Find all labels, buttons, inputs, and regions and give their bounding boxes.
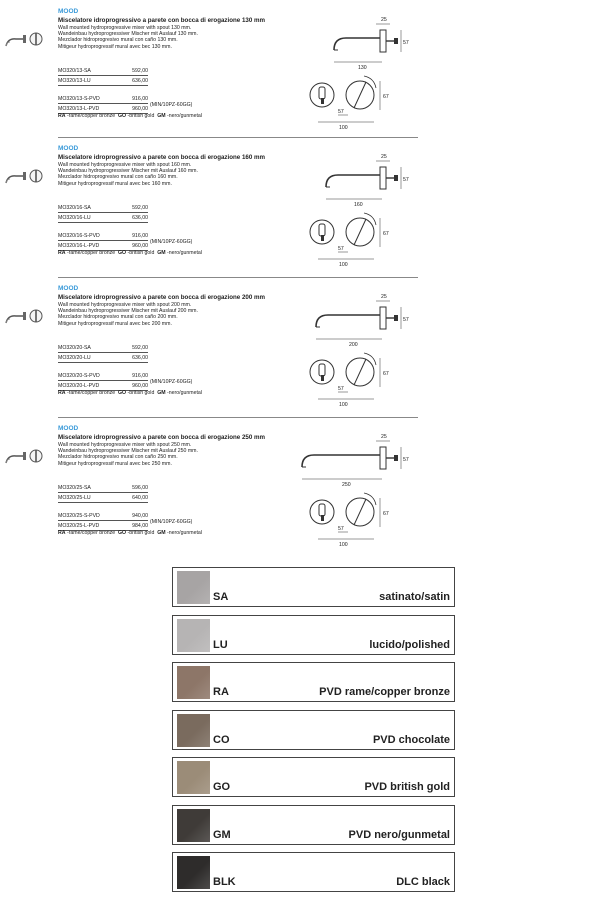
product-price: 916,00 [132,95,148,102]
finish-swatch-code: GO [213,781,231,793]
product-section [0,285,600,415]
side-view-diagram [310,287,410,347]
product-code-row [58,371,148,381]
front-view-diagram [300,207,400,267]
product-thumbnail [4,30,50,56]
finish-color-chip [177,856,210,889]
product-price: 916,00 [132,232,148,239]
dimension-side: 57 [403,177,409,183]
product-section [0,145,600,275]
finish-color-chip [177,666,210,699]
product-codes-table [58,203,148,251]
product-price: 592,00 [132,344,148,351]
finish-swatch-name: DLC black [396,876,450,888]
description-line: Mitigeur hydroprogressif mural avec bec 200 mm. [58,320,172,327]
product-code-row [58,213,148,223]
dimension-plate-width: 100 [339,262,348,267]
product-code-row [58,343,148,353]
description-line: Wandeinbau hydroprogressiver Mischer mit Auslauf 130 mm. [58,31,198,38]
dimension-small: 57 [338,526,344,532]
product-thumbnail [4,447,50,473]
dimension-plate-height: 67 [383,371,389,377]
description-line: Mezclador hidroprogresivo mural con caño 250 mm. [58,454,178,461]
product-code-row [58,231,148,241]
dimension-spout: 130 [358,65,367,70]
finish-swatch-code: BLK [213,876,236,888]
finish-label: british gold [129,250,155,256]
finish-color-chip [177,714,210,747]
product-price: 940,00 [132,512,148,519]
product-code: MO320/13-S-PVD [58,95,100,102]
minimum-order-note: (MIN/10PZ-60GG) [150,239,193,245]
dimension-small: 57 [338,246,344,252]
finish-swatch-name: PVD nero/gunmetal [348,828,450,841]
finish-label: rame/copper bronze [68,113,116,119]
product-code-row [58,94,148,104]
product-thumbnail [4,167,50,193]
description-line: Mezclador hidroprogresivo mural con caño 130 mm. [58,37,178,44]
finish-code: GO [118,250,127,256]
side-view-diagram [296,427,410,487]
description-line: Mitigeur hydroprogressif mural avec bec 130 mm. [58,43,172,50]
product-price: 916,00 [132,372,148,379]
product-price: 592,00 [132,204,148,211]
finish-color-chip [177,761,210,794]
description-line: Wandeinbau hydroprogressiver Mischer mit Auslauf 160 mm. [58,168,198,175]
finish-swatch-name: PVD chocolate [372,733,450,746]
product-description [58,25,198,50]
finish-swatch-code: LU [213,638,228,651]
dimension-top: 25 [381,17,387,23]
product-code: MO320/13-L-PVD [58,105,100,112]
front-view-diagram [300,347,400,407]
minimum-order-note: (MIN/10PZ-60GG) [150,102,193,108]
finish-color-chip [177,619,210,652]
finish-swatch-card [172,615,455,655]
product-title: Miscelatore idroprogressivo a parete con bocca di erogazione 250 mm [58,434,266,441]
finish-label: nero/gunmetal [168,530,202,536]
dimension-plate-height: 67 [383,511,389,517]
finishes-legend: RA -rame/copper bronze GO -british gold GM -nero/gunmetal [58,530,202,536]
minimum-order-note: (MIN/10PZ-60GG) [150,379,193,385]
product-price: 596,00 [132,484,148,491]
product-code: MO320/25-SA [58,484,91,491]
product-price: 636,00 [132,354,148,361]
finishes-legend: RA -rame/copper bronze GO -british gold GM -nero/gunmetal [58,113,202,119]
finish-code: RA [58,250,66,256]
product-code-row [58,483,148,493]
dimension-spout: 250 [342,482,351,487]
brand-label: MOOD [58,8,79,15]
description-line: Mitigeur hydroprogressif mural avec bec 250 mm. [58,460,172,467]
dimension-side: 57 [403,317,409,323]
finish-swatch-code: GM [213,828,231,841]
product-section [0,8,600,138]
brand-label: MOOD [58,145,79,152]
description-line: Wall mounted hydroprogressive mixer with spout 160 mm. [58,162,192,168]
description-line: Mezclador hidroprogresivo mural con caño 200 mm. [58,314,178,321]
dimension-plate-width: 100 [339,125,348,130]
product-code: MO320/16-SA [58,204,91,211]
product-code: MO320/25-LU [58,494,91,501]
product-code: MO320/25-L-PVD [58,522,100,529]
finish-label: british gold [129,113,155,119]
product-codes-table [58,343,148,391]
dimension-spout: 200 [349,342,358,347]
product-code-row [58,203,148,213]
dimension-top: 25 [381,294,387,300]
finish-code: RA [58,390,66,396]
finish-swatch-card [172,567,455,607]
product-price: 960,00 [132,105,148,112]
product-code: MO320/20-SA [58,344,91,351]
dimension-side: 57 [403,457,409,463]
dimension-small: 57 [338,109,344,115]
product-codes-table [58,66,148,114]
product-code-row [58,493,148,503]
product-description [58,302,198,327]
section-divider [58,277,418,278]
product-code-row [58,76,148,86]
finish-swatch-name: PVD rame/copper bronze [319,686,450,698]
finish-label: rame/copper bronze [68,390,116,396]
finish-label: nero/gunmetal [168,113,202,119]
finish-swatch-code: RA [213,686,229,698]
brand-label: MOOD [58,285,79,292]
finish-swatch-card [172,710,455,750]
dimension-small: 57 [338,386,344,392]
dimension-plate-height: 67 [383,94,389,100]
product-description [58,162,198,187]
finish-code: GO [118,390,127,396]
product-title: Miscelatore idroprogressivo a parete con bocca di erogazione 200 mm [58,294,266,301]
finish-label: rame/copper bronze [68,530,116,536]
finish-swatch-card [172,852,455,892]
finish-code: RA [58,113,66,119]
product-title: Miscelatore idroprogressivo a parete con bocca di erogazione 160 mm [58,154,266,161]
finish-code: GO [118,530,127,536]
finish-color-chip [177,809,210,842]
dimension-plate-width: 100 [339,402,348,407]
finish-label: rame/copper bronze [68,250,116,256]
dimension-plate-height: 67 [383,231,389,237]
finishes-legend: RA -rame/copper bronze GO -british gold GM -nero/gunmetal [58,390,202,396]
product-code: MO320/16-L-PVD [58,242,100,249]
product-code: MO320/13-LU [58,77,91,84]
product-codes-table [58,483,148,531]
dimension-top: 25 [381,154,387,160]
section-divider [58,137,418,138]
product-code-row [58,511,148,521]
finish-code: RA [58,530,66,536]
dimension-top: 25 [381,434,387,440]
finish-swatch-card [172,662,455,702]
product-price: 640,00 [132,494,148,501]
finish-swatch-card [172,757,455,797]
product-code: MO320/13-SA [58,67,91,74]
finishes-legend: RA -rame/copper bronze GO -british gold GM -nero/gunmetal [58,250,202,256]
finish-code: GO [118,113,127,119]
product-section [0,425,600,555]
finish-code: GM [157,530,166,536]
finish-code: GM [157,390,166,396]
front-view-diagram [300,487,400,547]
description-line: Wall mounted hydroprogressive mixer with spout 250 mm. [58,442,192,448]
brand-label: MOOD [58,425,79,432]
product-code: MO320/25-S-PVD [58,512,100,519]
product-code: MO320/16-S-PVD [58,232,100,239]
finish-swatch-name: lucido/polished [369,638,450,651]
finish-swatch-name: satinato/satin [379,591,450,603]
side-view-diagram [320,147,410,207]
dimension-spout: 160 [354,202,363,207]
description-line: Wall mounted hydroprogressive mixer with spout 130 mm. [58,25,192,31]
product-price: 984,00 [132,522,148,529]
product-title: Miscelatore idroprogressivo a parete con bocca di erogazione 130 mm [58,17,266,24]
description-line: Mitigeur hydroprogressif mural avec bec 160 mm. [58,180,172,187]
product-thumbnail [4,307,50,333]
side-view-diagram [328,10,410,70]
description-line: Mezclador hidroprogresivo mural con caño 160 mm. [58,174,178,181]
product-price: 960,00 [132,242,148,249]
product-price: 636,00 [132,77,148,84]
minimum-order-note: (MIN/10PZ-60GG) [150,519,193,525]
dimension-side: 57 [403,40,409,46]
product-description [58,442,198,467]
product-price: 960,00 [132,382,148,389]
section-divider [58,417,418,418]
finish-label: nero/gunmetal [168,390,202,396]
product-code-row [58,66,148,76]
product-code-row [58,353,148,363]
product-code: MO320/20-S-PVD [58,372,100,379]
product-price: 592,00 [132,67,148,74]
finish-swatch-code: SA [213,591,229,603]
finish-label: british gold [129,530,155,536]
finish-swatch-name: PVD british gold [364,781,450,793]
finish-color-chip [177,571,210,604]
finish-code: GM [157,113,166,119]
product-price: 636,00 [132,214,148,221]
front-view-diagram [300,70,400,130]
product-code: MO320/20-LU [58,354,91,361]
dimension-plate-width: 100 [339,542,348,547]
finish-code: GM [157,250,166,256]
description-line: Wall mounted hydroprogressive mixer with spout 200 mm. [58,302,192,308]
product-code: MO320/16-LU [58,214,91,221]
product-code: MO320/20-L-PVD [58,382,100,389]
finish-swatch-code: CO [213,733,230,746]
description-line: Wandeinbau hydroprogressiver Mischer mit Auslauf 250 mm. [58,448,198,455]
finish-label: british gold [129,390,155,396]
description-line: Wandeinbau hydroprogressiver Mischer mit Auslauf 200 mm. [58,308,198,315]
finish-swatch-card [172,805,455,845]
finish-label: nero/gunmetal [168,250,202,256]
